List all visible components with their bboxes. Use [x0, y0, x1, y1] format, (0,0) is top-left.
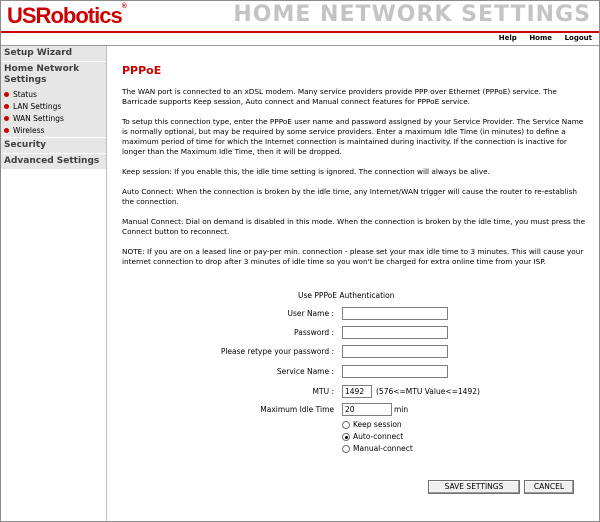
- sidebar: [1, 46, 107, 521]
- password-input[interactable]: [342, 326, 448, 339]
- page-title: PPPoE: [122, 64, 162, 77]
- sidebar-item-wireless[interactable]: Wireless: [1, 124, 106, 136]
- idle-time-label: Maximum Idle Time: [260, 405, 334, 414]
- cancel-button[interactable]: CANCEL: [524, 480, 574, 494]
- password-label: Password :: [294, 328, 334, 337]
- sidebar-item-setup-wizard[interactable]: Setup Wizard: [4, 48, 73, 58]
- keep-session-paragraph: Keep session: If you enable this, the idle time setting is ignored. The connection will always be alive.: [122, 167, 490, 176]
- manual-connect-option[interactable]: [342, 444, 413, 453]
- save-settings-button[interactable]: SAVE SETTINGS: [428, 480, 520, 494]
- sidebar-advanced-settings[interactable]: [1, 154, 106, 170]
- bullet-icon: [4, 92, 9, 97]
- sidebar-item-security[interactable]: Security: [4, 140, 47, 150]
- intro-paragraph: The WAN port is connected to an xDSL modem. Many service providers provide PPP over Ethernet (PPPoE) service. The Barricade supports Keep session, Auto connect and Manual connect features for PPPoE service.: [122, 87, 557, 106]
- top-nav: [1, 33, 599, 45]
- auto-connect-paragraph: Auto Connect: When the connection is broken by the idle time, any Internet/WAN trigger will cause the router to re-establish the connection.: [122, 187, 578, 206]
- sidebar-item-status[interactable]: Status: [1, 88, 106, 100]
- help-link[interactable]: Help: [498, 34, 517, 42]
- bullet-icon: [4, 128, 9, 133]
- logout-link[interactable]: Logout: [564, 34, 592, 42]
- bullet-icon: [4, 104, 9, 109]
- mtu-hint: (576<=MTU Value<=1492): [376, 387, 480, 396]
- app-title: HOME NETWORK SETTINGS: [233, 2, 591, 27]
- mtu-input[interactable]: [342, 385, 372, 398]
- sidebar-item-advanced-settings[interactable]: Advanced Settings: [4, 156, 100, 166]
- manual-connect-paragraph: Manual Connect: Dial on demand is disabled in this mode. When the connection is broken by the idle time, you must press the Connect button to reconnect.: [122, 217, 586, 236]
- sidebar-item-home-network-settings[interactable]: Home Network Settings: [4, 64, 80, 85]
- keep-session-radio[interactable]: [342, 421, 350, 429]
- idle-time-unit: min: [394, 405, 409, 414]
- keep-session-option[interactable]: [342, 420, 402, 429]
- sidebar-home-network-settings: [1, 62, 106, 138]
- sidebar-security[interactable]: [1, 138, 106, 154]
- keep-session-label: Keep session: [353, 420, 402, 429]
- manual-connect-radio[interactable]: [342, 445, 350, 453]
- setup-paragraph: To setup this connection type, enter the PPPoE user name and password assigned by your Service Provider. The Service Name is normally optional, but may be required by some service providers. Enter a maximum Idle Time (in minutes) to define a maximum period of time for which the Internet connection is maintained during inactivity. If the connection is inactive for longer than the Maximum Idle Time, then it will be dropped.: [122, 117, 584, 156]
- auto-connect-label: Auto-connect: [353, 432, 404, 441]
- sidebar-item-wan-settings[interactable]: WAN Settings: [1, 112, 106, 124]
- mtu-label: MTU :: [312, 387, 334, 396]
- retype-password-input[interactable]: [342, 345, 448, 358]
- usrobotics-logo: USRobotics®: [7, 3, 127, 28]
- form-section-label: Use PPPoE Authentication: [298, 291, 395, 300]
- auto-connect-option[interactable]: [342, 432, 403, 441]
- sidebar-item-lan-settings[interactable]: LAN Settings: [1, 100, 106, 112]
- bullet-icon: [4, 116, 9, 121]
- idle-time-input[interactable]: [342, 403, 392, 416]
- user-name-label: User Name :: [287, 309, 334, 318]
- manual-connect-label: Manual-connect: [353, 444, 413, 453]
- home-link[interactable]: Home: [529, 34, 553, 42]
- header: [1, 1, 599, 31]
- auto-connect-radio[interactable]: [342, 433, 350, 441]
- retype-password-label: Please retype your password :: [220, 347, 334, 356]
- user-name-input[interactable]: [342, 307, 448, 320]
- service-name-input[interactable]: [342, 365, 448, 378]
- note-paragraph: NOTE: If you are on a leased line or pay-per min. connection - please set your max idle time to 3 minutes. This will cause your internet connection to drop after 3 minutes of idle time so you won't be charged for extra online time from your ISP.: [122, 247, 584, 266]
- sidebar-setup-wizard[interactable]: [1, 46, 106, 62]
- main-content: [110, 46, 596, 521]
- service-name-label: Service Name :: [276, 367, 334, 376]
